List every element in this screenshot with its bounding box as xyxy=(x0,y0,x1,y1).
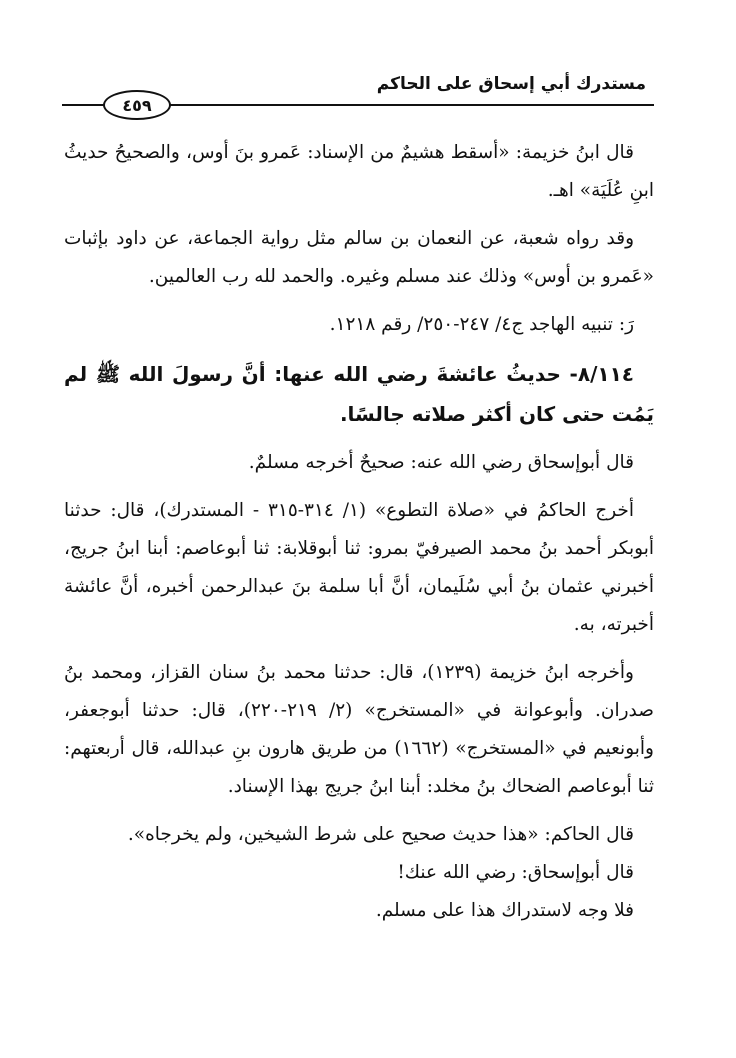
page-number-badge: ٤٥٩ xyxy=(103,90,171,120)
paragraph-conclusion: فلا وجه لاستدراك هذا على مسلم. xyxy=(375,900,634,921)
paragraph-ibn-khuzayma-note: قال ابنُ خزيمة: «أسقط هشيمٌ من الإسناد: عَمرو بنَ أوس، والصحيحُ حديثُ ابنِ عُلَيَة» اهـ. xyxy=(64,142,654,201)
paragraph-hakim-statement: قال الحاكم: «هذا حديث صحيح على شرط الشيخين، ولم يخرجاه». xyxy=(127,824,634,845)
paragraph-shuba-narration: وقد رواه شعبة، عن النعمان بن سالم مثل رواية الجماعة، عن داود بإثبات «عَمرو بن أوس» وذلك عند مسلم وغيره. والحمد لله رب العالمين. xyxy=(64,228,654,287)
hadith-heading: ٨/١١٤- حديثُ عائشةَ رضي الله عنها: أنَّ رسولَ الله ﷺ لم يَمُت حتى كان أكثر صلاته جالسًا. xyxy=(64,362,654,426)
paragraph-abu-ishaq-reply: قال أبوإسحاق: رضي الله عنك! xyxy=(397,862,634,883)
paragraph-other-takhrij: وأخرجه ابنُ خزيمة (١٢٣٩)، قال: حدثنا محمد بنُ سنان القزاز، ومحمد بنُ صدران. وأبوعوانة في «المستخرج» (٢/ ٢١٩-٢٢٠)، قال: حدثنا أبوجعفر، وأبونعيم في «المستخرج» (١٦٦٢) من طريق هارون بنِ عبدالله، قال أربعتهم: ثنا أبوعاصم الضحاك بنُ مخلد: أبنا ابنُ جريج بهذا الإسناد. xyxy=(64,662,654,797)
running-header-title: مستدرك أبي إسحاق على الحاكم xyxy=(376,74,646,94)
paragraph-abu-ishaq-verdict: قال أبوإسحاق رضي الله عنه: صحيحٌ أخرجه مسلمٌ. xyxy=(248,452,634,473)
body-text xyxy=(64,134,654,930)
paragraph-reference: رَ: تنبيه الهاجد ج٤/ ٢٤٧-٢٥٠/ رقم ١٢١٨. xyxy=(329,314,634,335)
paragraph-hakim-takhrij: أخرج الحاكمُ في «صلاة التطوع» (١/ ٣١٤-٣١٥ - المستدرك)، قال: حدثنا أبوبكر أحمد بنُ محمد الصيرفيّ بمرو: ثنا أبوقلابة: ثنا أبوعاصم: أبنا ابنُ جريج، أخبرني عثمان بنُ أبي سُلَيمان، أنَّ أبا سلمة بنَ عبدالرحمن أخبره، أنَّ عائشة أخبرته، به. xyxy=(64,500,654,635)
